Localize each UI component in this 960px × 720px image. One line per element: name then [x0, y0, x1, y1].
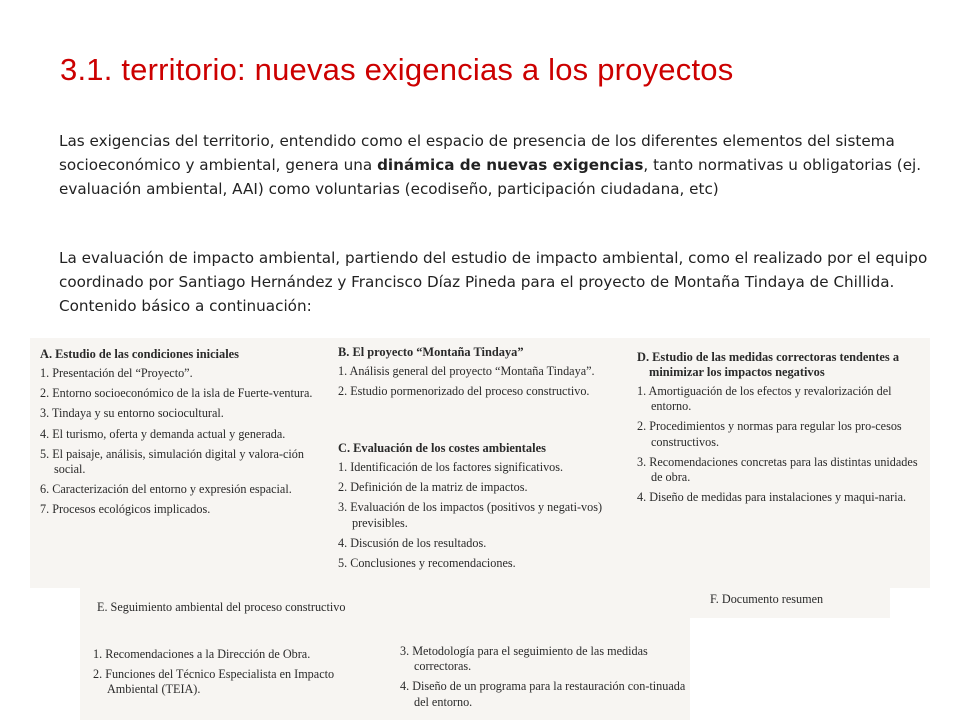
section-c-heading: C. Evaluación de los costes ambientales	[338, 441, 546, 455]
list-item: 3. Recomendaciones concretas para las distintas unidades de obra.	[637, 454, 918, 485]
section-c-list	[338, 460, 628, 571]
paragraph-1-text-end: , tanto normativas u obligatorias (ej. evaluación ambiental, AAI) como voluntarias (ecodiseño, participación ciudadana, etc)	[59, 156, 922, 198]
section-b-heading: B. El proyecto “Montaña Tindaya”	[338, 345, 524, 359]
list-item: 2. Definición de la matriz de impactos.	[338, 480, 528, 495]
section-e-heading: E. Seguimiento ambiental del proceso constructivo	[97, 600, 346, 614]
paragraph-1	[59, 129, 929, 201]
paragraph-1-bold: dinámica de nuevas exigencias	[377, 156, 644, 174]
section-d	[637, 350, 922, 505]
list-item: 1. Identificación de los factores significativos.	[338, 460, 564, 474]
section-a	[40, 347, 325, 518]
list-item: 3. Metodología para el seguimiento de las medidas correctoras.	[400, 644, 648, 674]
list-item: 4. Discusión de los resultados.	[338, 535, 487, 550]
section-e-list-left	[93, 647, 383, 698]
section-c	[338, 441, 628, 571]
section-f-heading: F. Documento resumen	[710, 592, 824, 606]
list-item: 4. Diseño de medidas para instalaciones y maqui-naria.	[637, 490, 907, 505]
paragraph-1-text: Las exigencias del territorio, entendido como el espacio de presencia de los diferentes elementos del sistema socioeconómico y ambiental, genera una	[59, 132, 895, 174]
list-item: 1. Recomendaciones a la Dirección de Obra.	[93, 647, 311, 661]
list-item: 2. Entorno socioeconómico de la isla de Fuerte-ventura.	[40, 386, 313, 401]
section-b	[338, 345, 628, 399]
section-a-list	[40, 366, 325, 518]
section-e-list-right	[400, 644, 690, 710]
section-e	[97, 600, 397, 615]
list-item: 1. Análisis general del proyecto “Montaña Tindaya”.	[338, 364, 595, 378]
section-a-heading: A. Estudio de las condiciones iniciales	[40, 347, 239, 361]
section-b-list	[338, 364, 628, 399]
section-d-heading: D. Estudio de las medidas correctoras tendentes a minimizar los impactos negativos	[637, 350, 900, 379]
list-item: 3. Tindaya y su entorno sociocultural.	[40, 406, 224, 421]
list-item: 7. Procesos ecológicos implicados.	[40, 502, 211, 517]
section-e-left	[93, 643, 383, 698]
section-d-list	[637, 384, 922, 505]
list-item: 5. El paisaje, análisis, simulación digital y valora-ción social.	[40, 446, 304, 477]
list-item: 2. Funciones del Técnico Especialista en Impacto Ambiental (TEIA).	[93, 667, 335, 697]
list-item: 2. Procedimientos y normas para regular los pro-cesos constructivos.	[637, 419, 902, 449]
list-item: 3. Evaluación de los impactos (positivos y negati-vos) previsibles.	[338, 500, 603, 530]
list-item: 6. Caracterización del entorno y expresión espacial.	[40, 482, 292, 497]
list-item: 5. Conclusiones y recomendaciones.	[338, 556, 516, 571]
paragraph-2: La evaluación de impacto ambiental, partiendo del estudio de impacto ambiental, como el realizado por el equipo coordinado por Santiago Hernández y Francisco Díaz Pineda para el proyecto de Montaña Tindaya de Chillida. Contenido básico a continuación:	[59, 249, 928, 315]
list-item: 2. Estudio pormenorizado del proceso constructivo.	[338, 384, 590, 399]
list-item: 1. Amortiguación de los efectos y revalorización del entorno.	[637, 384, 892, 414]
list-item: 1. Presentación del “Proyecto”.	[40, 366, 193, 380]
section-e-right	[400, 640, 690, 710]
list-item: 4. Diseño de un programa para la restauración con-tinuada del entorno.	[400, 679, 686, 709]
list-item: 4. El turismo, oferta y demanda actual y generada.	[40, 426, 286, 441]
page-title: 3.1. territorio: nuevas exigencias a los proyectos	[60, 52, 734, 87]
section-f	[710, 592, 910, 607]
